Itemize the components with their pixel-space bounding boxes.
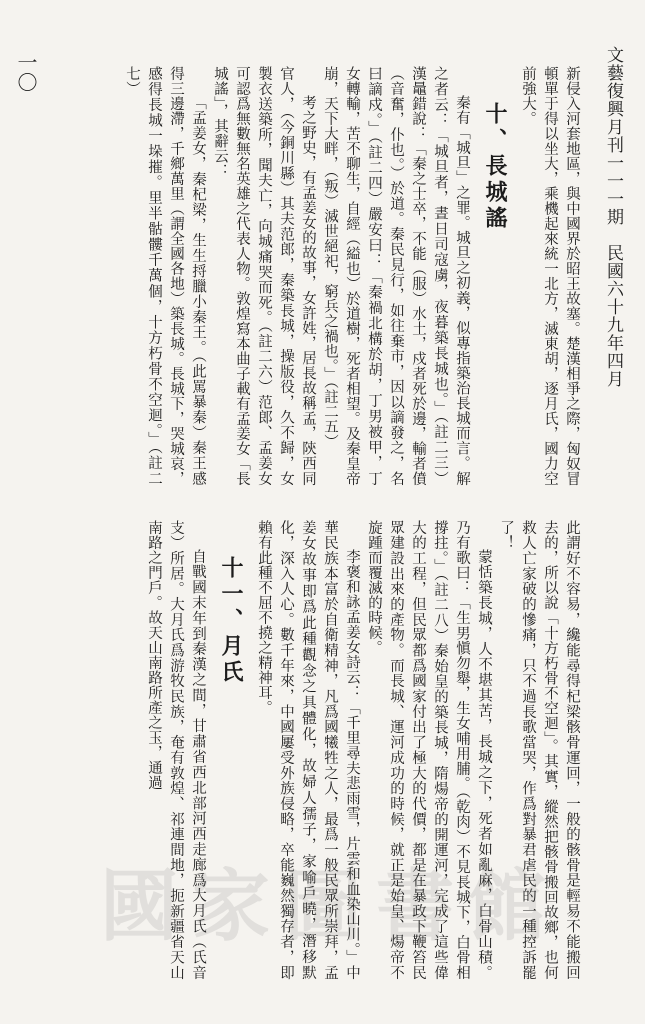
paragraph: 自戰國末年到秦漢之間，甘肅省西北部河西走廊爲大月氏（氏音支）所居。大月氏爲游牧民族，奄有敦煌、祁連間地，扼新疆省天山南路之門戶。故天山南路所產之玉，通過: [146, 520, 206, 980]
paragraph: 「孟姜女，秦杞梁，生生捋臘小秦王。（此罵暴秦）秦王感得三邊滯，千鄉萬里（謂全國各地）築長城。長城下，哭城哀，感得長城一垛摧。里半骷髏千萬個，十方朽骨不空迴。」（註二七）: [124, 66, 206, 486]
section-heading: 十、長城謠: [482, 102, 508, 232]
paragraph: 此謂好不容易，纔能尋得杞梁骸骨運回，一般的骸骨是輕易不能搬回去的，所以說「十方朽骨不空迴」。其實，縱然把骸骨搬回故鄉，也何救人亡家破的慘痛，只不過長歌當哭，作爲對暴君虐民的一種控訴罷了！: [498, 520, 580, 980]
paragraph: 李褒和詠孟姜女詩云：「千里尋夫悲雨雪，片雲和血染山川。」中華民族本富於自衛精神，凡爲國犧牲之人，最爲一般民眾所崇拜，孟姜女故事即爲此種觀念之具體化，故婦人孺子，家喻戶曉，潛移默化，深入人心。數千年來，中國屢受外族侵略，卒能巍然獨存者，即賴有此種不屈不撓之精神耳。: [256, 520, 360, 980]
paragraph: 秦有「城旦」之罪。城旦之初義，似專指築治長城而言。解之者云：「城旦者，晝日司寇虜，夜暮築長城也。」（註二三）漢鼂錯說：「秦之士卒，不能（服）水土，戍者死於邊，輸者僨（音奮，仆也。）於道。秦民見行，如往棄市，因以謫發之，名曰謫戍。」（註二四）嚴安曰：「秦禍北構於胡，丁男被甲，丁女轉輸，苦不聊生，自經（縊也）於道樹，死者相望。及秦皇帝崩，天下大畔，（叛）滅世絕祀，窮兵之禍也。」（註二五）: [322, 66, 470, 486]
paragraph: 蒙恬築長城，人不堪其苦，長城之下，死者如亂麻，白骨山積。乃有歌曰：「生男愼勿舉，生女哺用脯。（乾肉）不見長城下，白骨相撐拄。」（註二八）秦始皇的築長城，隋煬帝的開運河，完成了這些偉大的工程，但民眾都爲國家付出了極大的代價，都是在暴政下鞭笞民眾建設出來的產物。而長城、運河成功的時候，就正是始皇、煬帝不旋踵而覆滅的時候。: [366, 520, 492, 980]
bottom-text-block: [67, 520, 583, 980]
section-heading: 十一、月氏: [218, 556, 244, 686]
paragraph: 新侵入河套地區，與中國界於昭王故塞。楚漢相爭之際，匈奴冒頓單于得以坐大，乘機起來統一北方，滅東胡，逐月氏，國力空前強大。: [520, 66, 580, 486]
top-text-block: [67, 66, 583, 486]
journal-header: 文藝復興月刊一一一期 民國六十九年四月: [603, 46, 623, 388]
library-watermark: 國家圖書館: [100, 862, 561, 952]
paragraph: 考之野史，有孟姜女的故事，女許姓，居長故稱孟，陝西同官人，（今銅川縣）其夫范郎，秦築長城，操版役，久不歸，女製衣送築所，聞夫亡，向城痛哭而死。（註二六）范郎、孟姜女可認爲無數無名英雄之代表人物。敦煌寫本曲子載有孟姜女「長城謠」，其辭云：: [212, 66, 316, 486]
page-number: 一〇: [14, 52, 38, 92]
